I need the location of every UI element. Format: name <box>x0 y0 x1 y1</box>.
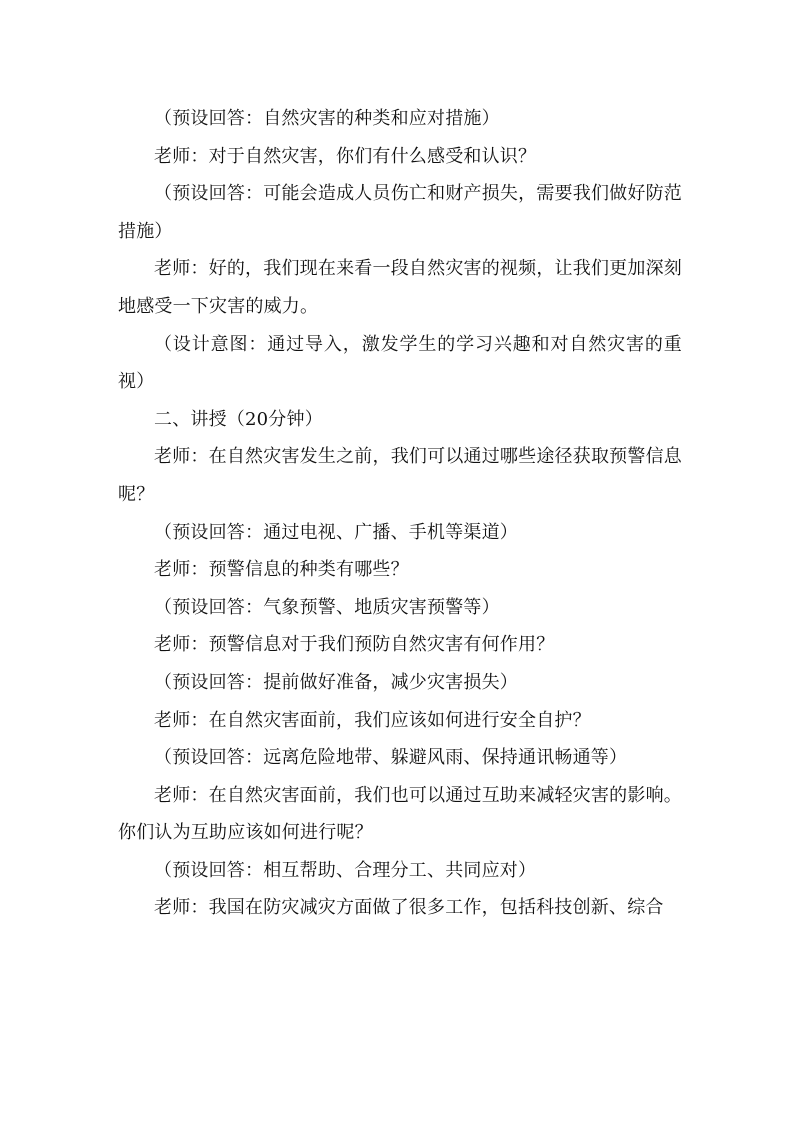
paragraph-teacher-question-2: 老师：在自然灾害发生之前，我们可以通过哪些途径获取预警信息呢？ <box>118 446 682 505</box>
document-body <box>118 100 682 927</box>
paragraph-preset-answer-5: （预设回答：提前做好准备，减少灾害损失） <box>154 671 518 693</box>
paragraph-preset-answer-3: （预设回答：通过电视、广播、手机等渠道） <box>154 521 518 543</box>
paragraph-preset-answer-2: （预设回答：可能会造成人员伤亡和财产损失，需要我们做好防范措施） <box>118 183 682 242</box>
paragraph-teacher-question-4: 老师：预警信息对于我们预防自然灾害有何作用？ <box>154 634 555 656</box>
paragraph-teacher-video: 老师：好的，我们现在来看一段自然灾害的视频，让我们更加深刻地感受一下灾害的威力。 <box>118 258 682 317</box>
paragraph-preset-answer-6: （预设回答：远离危险地带、躲避风雨、保持通讯畅通等） <box>154 747 628 769</box>
paragraph-preset-answer-1: （预设回答：自然灾害的种类和应对措施） <box>154 108 500 129</box>
paragraph-teacher-question-5: 老师：在自然灾害面前，我们应该如何进行安全自护？ <box>154 709 591 731</box>
paragraph-teacher-statement: 老师：我国在防灾减灾方面做了很多工作，包括科技创新、综合 <box>154 897 664 919</box>
paragraph-design-intent: （设计意图：通过导入，激发学生的学习兴趣和对自然灾害的重视） <box>118 333 682 393</box>
paragraph-teacher-question-1: 老师：对于自然灾害，你们有什么感受和认识？ <box>154 145 537 167</box>
paragraph-teacher-question-6: 老师：在自然灾害面前，我们也可以通过互助来减轻灾害的影响。你们认为互助应该如何进行呢？ <box>118 784 682 844</box>
paragraph-preset-answer-7: （预设回答：相互帮助、合理分工、共同应对） <box>154 859 537 881</box>
paragraph-preset-answer-4: （预设回答：气象预警、地质灾害预警等） <box>154 596 500 618</box>
paragraph-teacher-question-3: 老师：预警信息的种类有哪些？ <box>154 559 409 581</box>
section-heading-lecture: 二、讲授（20分钟） <box>154 408 323 430</box>
